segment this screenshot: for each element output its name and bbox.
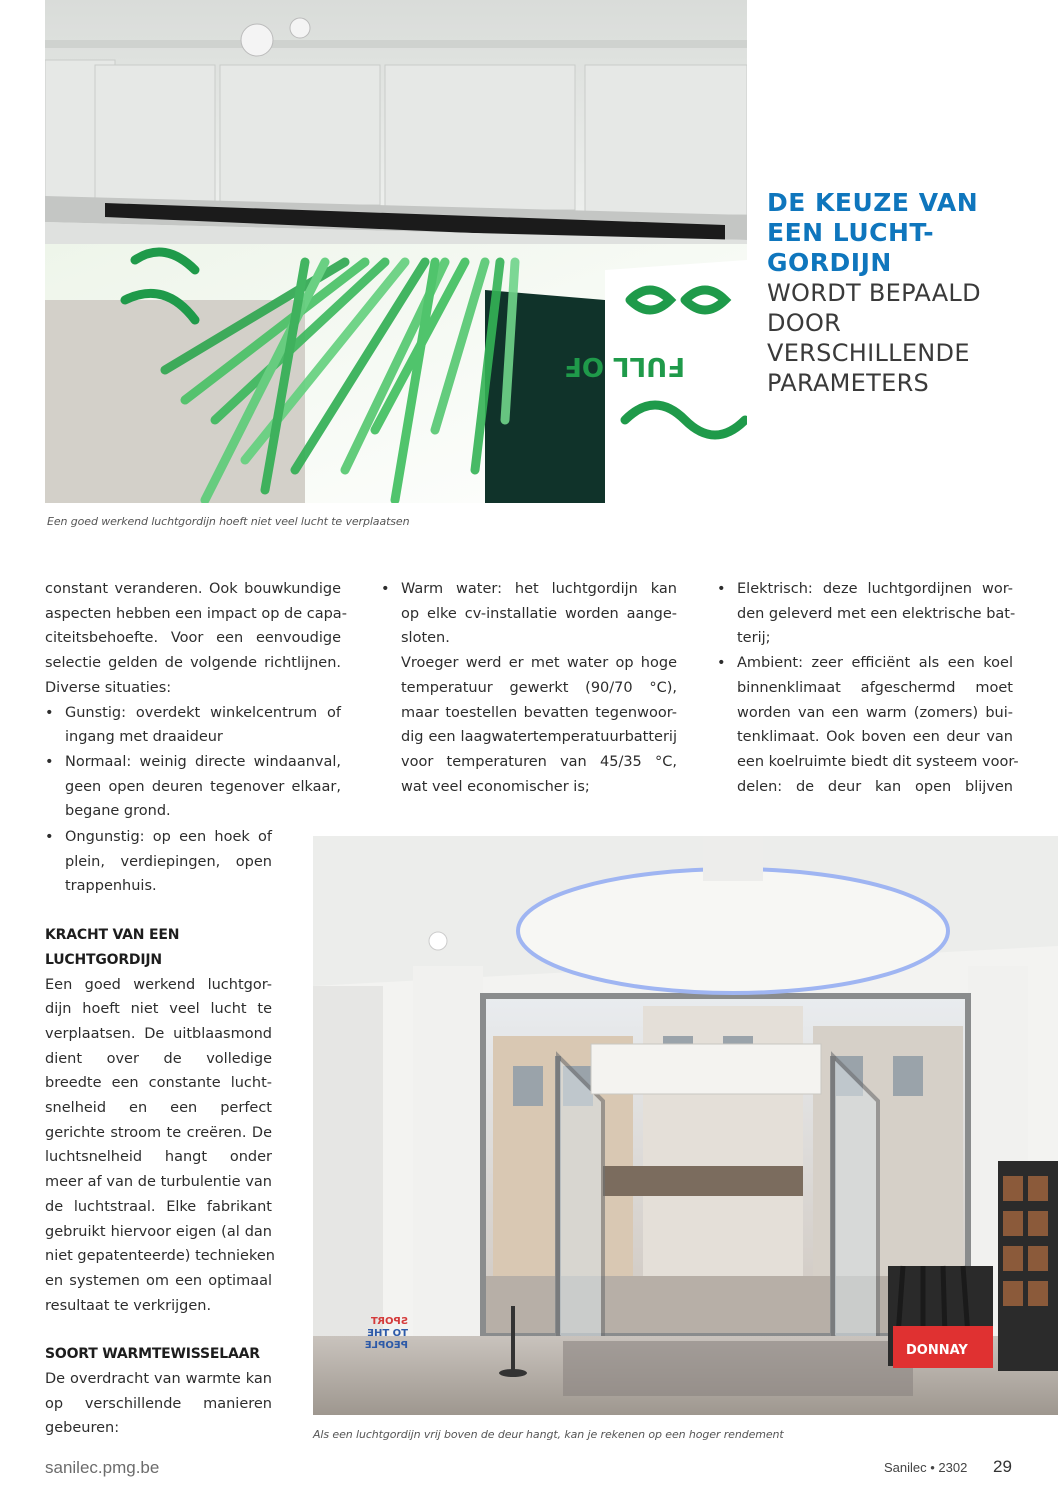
window-lettering: FULL OF bbox=[564, 351, 685, 381]
text-line: gerichte stroom te creëren. De bbox=[45, 1124, 272, 1141]
text-line: een koelruimte biedt dit systeem voor- bbox=[737, 753, 1019, 770]
heading-light-line: PARAMETERS bbox=[767, 369, 930, 397]
glass-sign-line: SPORT bbox=[370, 1316, 408, 1327]
text-line: gebeuren: bbox=[45, 1420, 120, 1437]
text-line: luchtsnelheid hangt onder bbox=[45, 1149, 272, 1166]
text-line: Diverse situaties: bbox=[45, 679, 172, 696]
text-line: temperatuur gewerkt (90/70 °C), bbox=[401, 679, 677, 696]
text-line: aspecten hebben een impact op de capa- bbox=[45, 605, 347, 622]
text-line: wat veel economischer is; bbox=[401, 778, 590, 795]
text-line: de luchtstraal. Elke fabrikant bbox=[45, 1198, 272, 1215]
section-heading-kracht bbox=[45, 923, 272, 972]
column-1-lower bbox=[45, 825, 275, 1441]
text-line: Een goed werkend luchtgor- bbox=[45, 976, 272, 993]
text-line: verplaatsen. De uitblaasmond bbox=[45, 1025, 272, 1042]
text-line: binnenklimaat afgeschermd moet bbox=[737, 679, 1013, 696]
text-line: Vroeger werd er met water op hoge bbox=[401, 655, 677, 672]
text-line: • Warm water: het luchtgordijn kan bbox=[401, 581, 677, 597]
heading-light-line: VERSCHILLENDE bbox=[767, 339, 970, 367]
store-entrance-illustration bbox=[313, 836, 1058, 1415]
section-heading-line: KRACHT VAN EEN bbox=[45, 927, 180, 944]
text-line: breedte een constante lucht- bbox=[45, 1075, 272, 1092]
text-line: geen open deuren tegenover elkaar, bbox=[65, 778, 341, 795]
text-line: voor temperaturen van 45/35 °C, bbox=[401, 753, 677, 770]
bottom-photo bbox=[313, 836, 1058, 1415]
donnay-banner: DONNAY bbox=[906, 1343, 968, 1358]
text-line: worden van een warm (zomers) bui- bbox=[737, 704, 1013, 721]
text-line: ingang met draaideur bbox=[65, 729, 223, 746]
page-number: 29 bbox=[993, 1457, 1012, 1476]
text-line: meer af van de turbulentie van bbox=[45, 1174, 272, 1191]
text-line: • Ongunstig: op een hoek of bbox=[65, 829, 272, 845]
text-line: selectie gelden de volgende richtlijnen. bbox=[45, 655, 341, 672]
text-line: • Ambient: zeer efficiënt als een koel bbox=[737, 655, 1013, 672]
text-line: De overdracht van warmte kan bbox=[45, 1371, 272, 1388]
text-line: delen: de deur kan open blijven bbox=[737, 778, 1013, 795]
text-line: • Gunstig: overdekt winkelcentrum of bbox=[65, 704, 341, 721]
text-line: constant veranderen. Ook bouwkundige bbox=[45, 581, 341, 597]
section-heading-line: LUCHTGORDIJN bbox=[45, 951, 162, 968]
glass-sign-line: TO THE bbox=[367, 1328, 408, 1339]
list-item bbox=[45, 701, 341, 750]
text-line: dijn hoeft niet veel lucht te bbox=[45, 1001, 272, 1018]
text-line: begane grond. bbox=[65, 803, 171, 820]
text-line: niet gepatenteerde) technieken bbox=[45, 1248, 275, 1265]
column-3 bbox=[717, 577, 1019, 799]
list-item bbox=[381, 577, 677, 799]
footer-issue: Sanilec • 2302 bbox=[884, 1460, 968, 1475]
column-1-upper bbox=[45, 577, 347, 824]
heading-strong-line: DE KEUZE VAN bbox=[767, 188, 979, 217]
text-line: maar toestellen bevatten tegenwoor- bbox=[401, 704, 677, 721]
heading-light-line: DOOR bbox=[767, 309, 842, 337]
heading-strong-line: GORDIJN bbox=[767, 248, 892, 277]
text-line: op verschillende manieren bbox=[45, 1395, 272, 1412]
text-line: • Normaal: weinig directe windaanval, bbox=[65, 753, 341, 770]
text-line: dig een laagwatertemperatuurbatterij bbox=[401, 729, 677, 746]
pull-quote-heading bbox=[767, 188, 1027, 398]
text-line: dient over de volledige bbox=[45, 1050, 272, 1067]
text-line: op elke cv-installatie worden aange- bbox=[401, 605, 677, 622]
text-line: tenklimaat. Ook boven een deur van bbox=[737, 729, 1013, 746]
top-photo bbox=[45, 0, 747, 503]
text-line: resultaat te verkrijgen. bbox=[45, 1297, 212, 1314]
text-line: en systemen om een optimaal bbox=[45, 1272, 272, 1289]
column-2 bbox=[381, 577, 677, 799]
footer-website-link[interactable]: sanilec.pmg.be bbox=[45, 1458, 160, 1477]
list-item bbox=[717, 577, 1016, 651]
text-line: trappenhuis. bbox=[65, 878, 157, 895]
list-item bbox=[45, 750, 341, 824]
heading-light-line: WORDT BEPAALD bbox=[767, 279, 981, 307]
text-line: • Elektrisch: deze luchtgordijnen wor- bbox=[737, 581, 1013, 597]
glass-sign-line: PEOPLE bbox=[364, 1340, 408, 1351]
list-item bbox=[717, 651, 1019, 799]
text-line: gebruikt hiervoor eigen (al dan bbox=[45, 1223, 272, 1240]
air-curtain-ceiling-illustration bbox=[45, 0, 747, 503]
text-line: snelheid en een perfect bbox=[45, 1100, 272, 1117]
list-item bbox=[45, 825, 272, 899]
text-line: plein, verdiepingen, open bbox=[65, 853, 272, 870]
text-line: den geleverd met een elektrische bat- bbox=[737, 605, 1016, 622]
bottom-photo-caption: Als een luchtgordijn vrij boven de deur hangt, kan je rekenen op een hoger rendement bbox=[313, 1428, 784, 1441]
text-line: citeitsbehoefte. Voor een eenvoudige bbox=[45, 630, 341, 647]
text-line: terij; bbox=[737, 630, 771, 647]
section-heading-warmtewisselaar: SOORT WARMTEWISSELAAR bbox=[45, 1346, 260, 1363]
heading-strong-line: EEN LUCHT- bbox=[767, 218, 935, 247]
top-photo-caption: Een goed werkend luchtgordijn hoeft niet veel lucht te verplaatsen bbox=[47, 515, 410, 528]
text-line: sloten. bbox=[401, 630, 450, 647]
